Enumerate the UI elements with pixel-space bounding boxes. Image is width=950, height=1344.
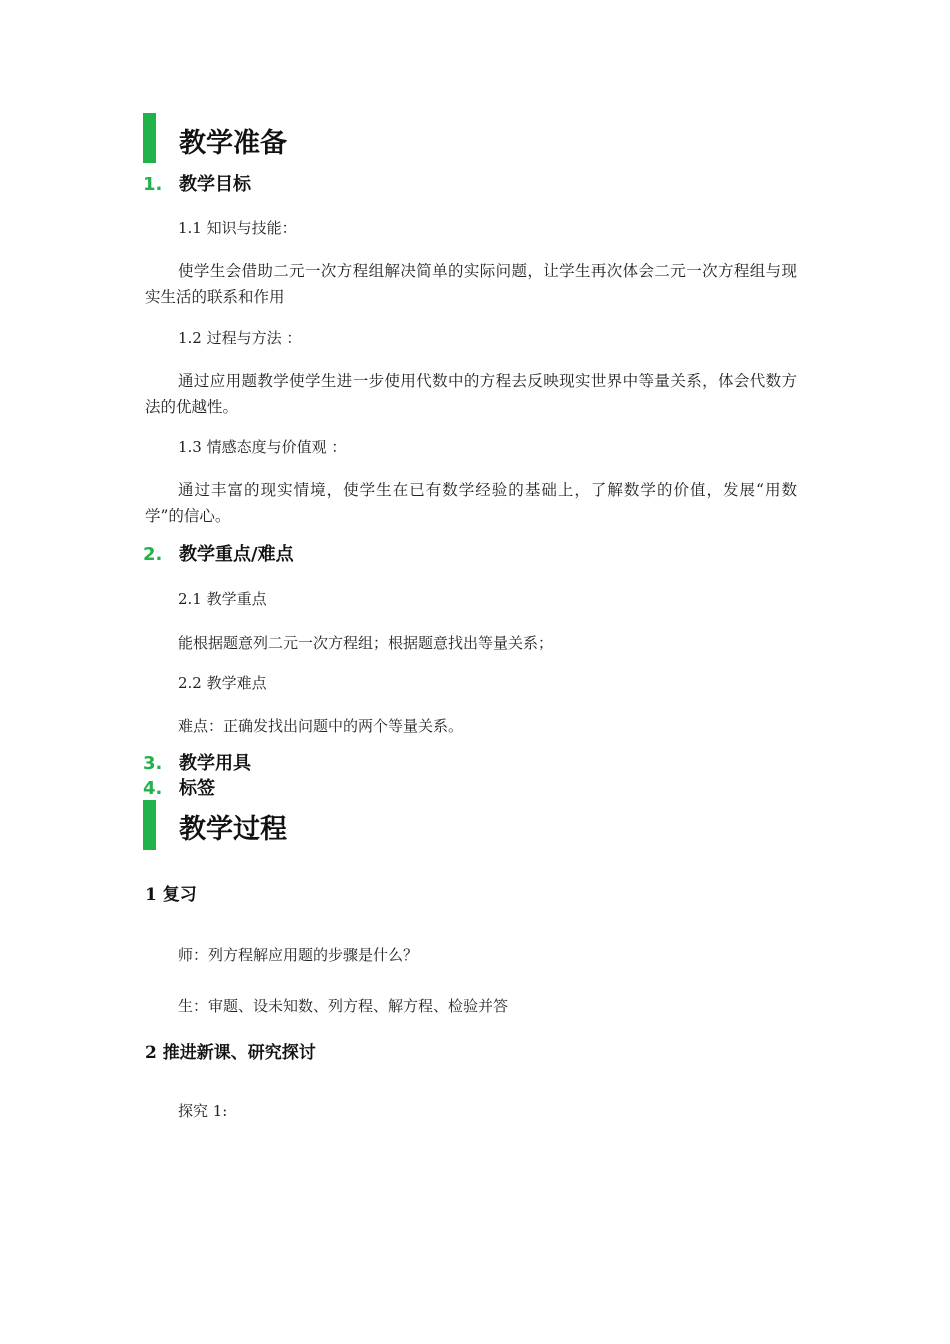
section-title-prep: 教学准备: [179, 128, 287, 159]
item-number: 3.: [143, 753, 163, 774]
sub-label-focus: 2.1 教学重点: [178, 590, 267, 608]
sub-label-difficulty: 2.2 教学难点: [178, 674, 267, 692]
section-bar-2: [143, 800, 156, 850]
item-title: 教学重点/难点: [179, 544, 294, 565]
sub-label-knowledge: 1.1 知识与技能：: [178, 219, 297, 237]
item-heading-keypoints: [143, 543, 294, 567]
item-heading-tags: [143, 777, 215, 801]
paragraph-process: 通过应用题教学使学生进一步使用代数中的方程去反映现实世界中等量关系，体会代数方法的优越性。: [145, 372, 797, 416]
step-line-answer: 生：审题、设未知数、列方程、解方程、检验并答: [178, 997, 509, 1015]
step-title-review: 1 复习: [145, 885, 197, 905]
paragraph-focus: 能根据题意列二元一次方程组；根据题意找出等量关系；: [178, 634, 554, 652]
item-heading-goals: [143, 173, 251, 197]
step-line-explore: 探究 1:: [178, 1102, 228, 1120]
item-number: 4.: [143, 778, 163, 799]
paragraph-difficulty: 难点：正确发找出问题中的两个等量关系。: [178, 717, 464, 735]
item-number: 1.: [143, 174, 163, 195]
item-title: 教学用具: [179, 753, 251, 774]
section-title-process: 教学过程: [179, 814, 287, 845]
sub-label-process: 1.2 过程与方法 ：: [178, 329, 302, 347]
step-line-question: 师：列方程解应用题的步骤是什么？: [178, 946, 419, 964]
paragraph-knowledge: 使学生会借助二元一次方程组解决简单的实际问题，让学生再次体会二元一次方程组与现实生活的联系和作用: [145, 262, 797, 306]
section-bar-1: [143, 113, 156, 163]
step-title-new-lesson: 2 推进新课、研究探讨: [145, 1043, 316, 1063]
sub-label-attitude: 1.3 情感态度与价值观 ：: [178, 438, 347, 456]
item-title: 标签: [179, 778, 215, 799]
item-number: 2.: [143, 544, 163, 565]
paragraph-attitude: 通过丰富的现实情境，使学生在已有数学经验的基础上，了解数学的价值，发展“用数学”的信心。: [145, 481, 797, 525]
item-heading-tools: [143, 752, 251, 776]
item-title: 教学目标: [179, 174, 251, 195]
